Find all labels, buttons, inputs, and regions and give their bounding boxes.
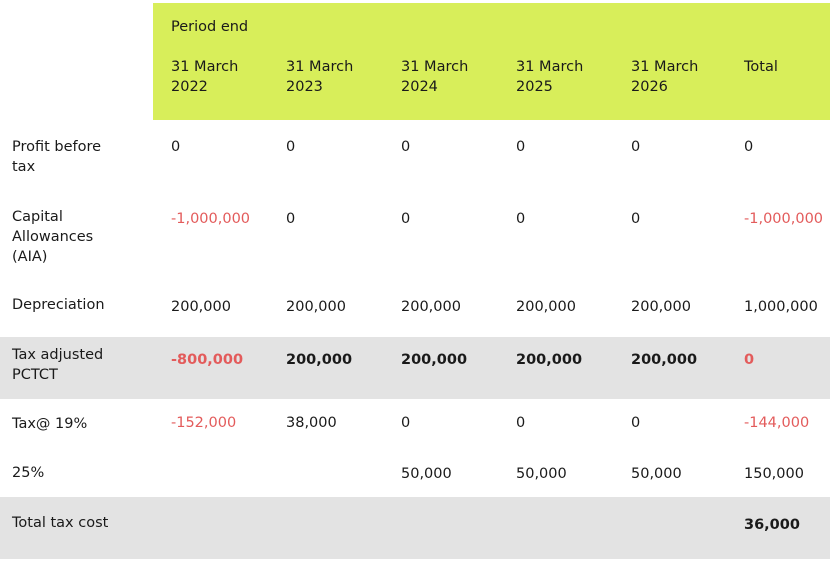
cell-value: -1,000,000 <box>171 211 251 227</box>
header-band <box>153 3 830 120</box>
column-header-line: 31 March <box>286 59 354 75</box>
cell-value: 0 <box>744 139 754 155</box>
cell-value: 0 <box>516 415 526 431</box>
cell-value: 50,000 <box>631 466 682 482</box>
cell-value: 200,000 <box>171 299 231 315</box>
row-label-line: Total tax cost <box>12 515 109 531</box>
column-header-line: Total <box>744 59 778 75</box>
period-end-label: Period end <box>171 19 249 35</box>
cell-value: 50,000 <box>516 466 567 482</box>
column-header-line: 31 March <box>516 59 584 75</box>
cell-value: 0 <box>171 139 181 155</box>
column-header-line: 31 March <box>631 59 699 75</box>
column-header-line: 2026 <box>631 79 668 95</box>
cell-value: 200,000 <box>286 352 353 368</box>
row-label-line: (AIA) <box>12 249 48 265</box>
row-label <box>12 295 105 315</box>
cell-value: 0 <box>631 415 641 431</box>
cell-value: -800,000 <box>171 352 244 368</box>
cell-value: 0 <box>286 139 296 155</box>
cell-value: 0 <box>516 211 526 227</box>
row-label <box>12 345 103 385</box>
cell-value: 0 <box>631 139 641 155</box>
cell-value: 200,000 <box>401 299 461 315</box>
column-header-line: 2024 <box>401 79 438 95</box>
cell-value: 0 <box>744 352 755 368</box>
row-label <box>12 414 87 434</box>
cell-value: 200,000 <box>631 352 698 368</box>
cell-value: 0 <box>631 211 641 227</box>
row-label-line: Profit before <box>12 139 102 155</box>
column-header-line: 2025 <box>516 79 553 95</box>
cell-value: 200,000 <box>286 299 346 315</box>
column-header-line: 2023 <box>286 79 323 95</box>
cell-value: -1,000,000 <box>744 211 824 227</box>
row-label-line: Tax@ 19% <box>12 416 88 432</box>
cell-value: 1,000,000 <box>744 299 818 315</box>
row-label-line: Capital <box>12 209 63 225</box>
cell-value: 200,000 <box>516 352 583 368</box>
cell-value: 150,000 <box>744 466 804 482</box>
row-label-line: PCTCT <box>12 367 58 383</box>
row-band-total <box>0 497 830 559</box>
cell-value: 36,000 <box>744 517 800 533</box>
cell-value: 0 <box>286 211 296 227</box>
cell-value: 200,000 <box>516 299 576 315</box>
row-label <box>12 137 101 177</box>
cell-value: 200,000 <box>631 299 691 315</box>
row-label-line: Allowances <box>12 229 94 245</box>
column-header-line: 2022 <box>171 79 208 95</box>
row-label <box>12 463 44 483</box>
row-label-line: 25% <box>12 465 45 481</box>
cell-value: 50,000 <box>401 466 452 482</box>
cell-value: -144,000 <box>744 415 810 431</box>
row-label-line: Tax adjusted <box>12 347 104 363</box>
column-header-2 <box>286 57 353 97</box>
column-header-line: 31 March <box>401 59 469 75</box>
row-label <box>12 207 93 267</box>
row-label <box>12 513 108 533</box>
cell-value: 0 <box>401 211 411 227</box>
cell-value: -152,000 <box>171 415 237 431</box>
row-label-line: tax <box>12 159 36 175</box>
cell-value: 0 <box>401 415 411 431</box>
cell-value: 0 <box>516 139 526 155</box>
column-header-4 <box>516 57 583 97</box>
column-header-line: 31 March <box>171 59 239 75</box>
column-header-5 <box>631 57 698 97</box>
row-label-line: Depreciation <box>12 297 105 313</box>
column-header-1 <box>171 57 238 97</box>
cell-value: 200,000 <box>401 352 468 368</box>
column-header-6 <box>744 57 778 77</box>
cell-value: 0 <box>401 139 411 155</box>
column-header-3 <box>401 57 468 97</box>
cell-value: 38,000 <box>286 415 337 431</box>
